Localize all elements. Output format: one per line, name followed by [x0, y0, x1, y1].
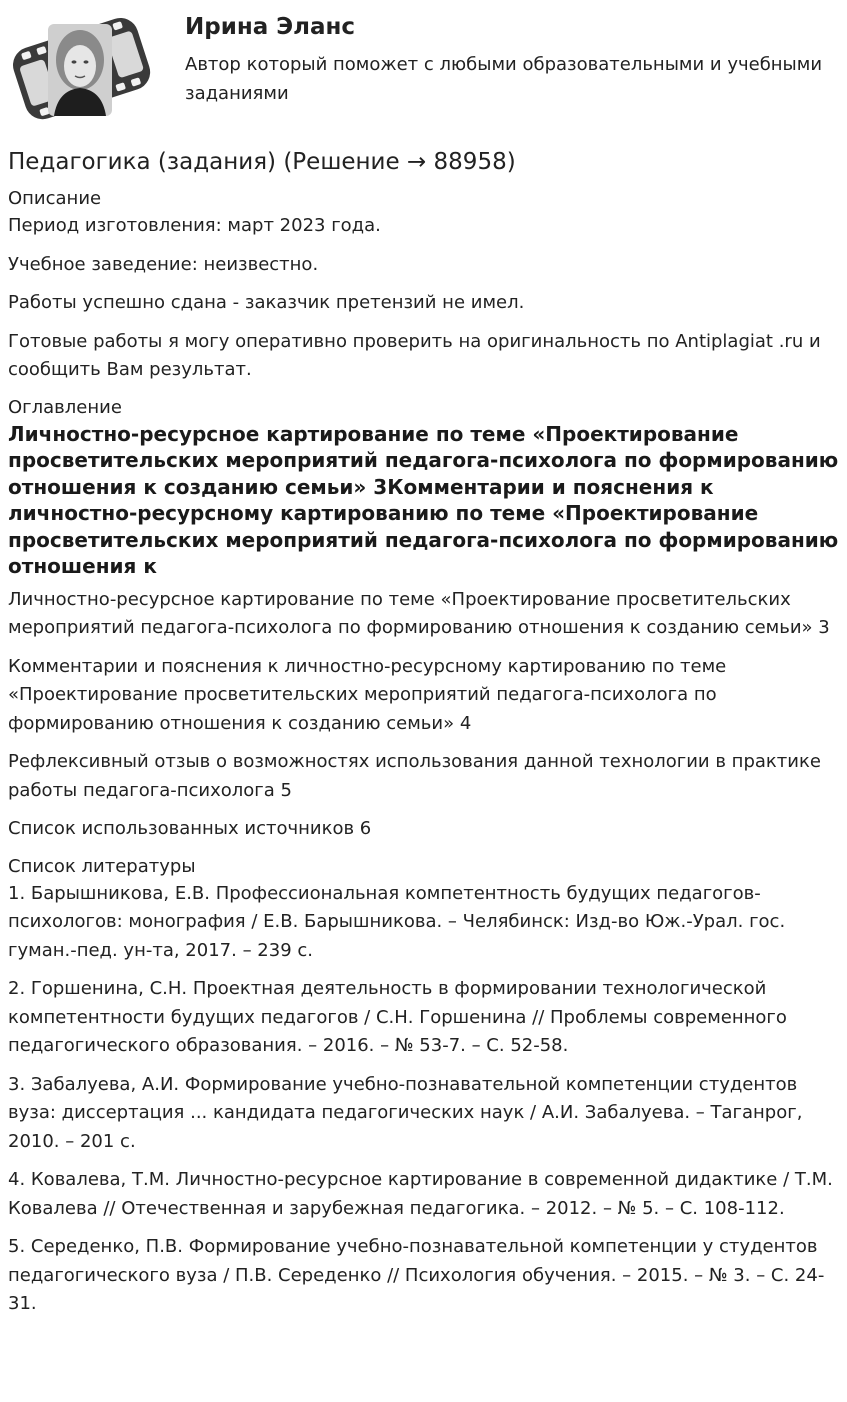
literature-section [8, 854, 839, 1319]
author-header [8, 8, 839, 128]
toc-item: Рефлексивный отзыв о возможностях использования данной технологии в практике работы педагога-психолога 5 [8, 751, 821, 801]
literature-item: 4. Ковалева, Т.М. Личностно-ресурсное картирование в современной дидактике / Т.М. Ковалева // Отечественная и зарубежная педагогика. – 2012. – № 5. – С. 108-112. [8, 1169, 833, 1219]
author-description: Автор который поможет с любыми образовательными и учебными заданиями [185, 54, 823, 104]
literature-item: 2. Горшенина, С.Н. Проектная деятельность в формировании технологической компетентности будущих педагогов / С.Н. Горшенина // Проблемы современного педагогического образования. – 2016. – № 53-7. – С. 52-58. [8, 978, 787, 1056]
literature-item: 1. Барышникова, Е.В. Профессиональная компетентность будущих педагогов-психологов: монография / Е.В. Барышникова. – Челябинск: Изд-во Юж.-Урал. гос. гуман.-пед. ун-та, 2017. – 239 с. [8, 882, 786, 961]
description-label: Описание [8, 188, 102, 209]
literature-item: 5. Середенко, П.В. Формирование учебно-познавательной компетенции у студентов педагогического вуза / П.В. Середенко // Психология обучения. – 2015. – № 3. – С. 24-31. [8, 1236, 825, 1314]
toc-item: Личностно-ресурсное картирование по теме «Проектирование просветительских мероприятий педагога-психолога по формированию отношения к созданию семьи» 3 [8, 588, 830, 638]
main-content [8, 146, 839, 1329]
literature-item: 3. Забалуева, А.И. Формирование учебно-познавательной компетенции студентов вуза: диссертация ... кандидата педагогических наук / А.И. Забалуева. – Таганрог, 2010. – 201 с. [8, 1073, 803, 1152]
description-paragraph: Учебное заведение: неизвестно. [8, 253, 319, 275]
toc-label: Оглавление [8, 396, 122, 418]
toc-bold-heading: Личностно-ресурсное картирование по теме «Проектирование просветительских мероприятий педагога-психолога по формированию отношения к созданию семьи» 3Комментарии и пояснения к личностно-ресурсному картированию по теме «Проектирование просветительских мероприятий педагога-психолога по формированию отношения к [8, 421, 839, 578]
author-info [185, 12, 825, 108]
description-paragraph: Работы успешно сдана - заказчик претензий не имел. [8, 292, 525, 313]
literature-label: Список литературы [8, 855, 196, 877]
description-section [8, 186, 839, 385]
author-avatar [8, 8, 153, 126]
author-name[interactable]: Ирина Эланс [185, 14, 356, 40]
description-paragraph: Готовые работы я могу оперативно проверить на оригинальность по Antiplagiat .ru и сообщить Вам результат. [8, 330, 821, 380]
toc-item: Комментарии и пояснения к личностно-ресурсному картированию по теме «Проектирование просветительских мероприятий педагога-психолога по формированию отношения к созданию семьи» 4 [8, 655, 727, 734]
toc-item: Список использованных источников 6 [8, 818, 372, 839]
description-paragraph: Период изготовления: март 2023 года. [8, 215, 381, 236]
page-title: Педагогика (задания) (Решение → 88958) [8, 149, 516, 175]
toc-section [8, 395, 839, 844]
